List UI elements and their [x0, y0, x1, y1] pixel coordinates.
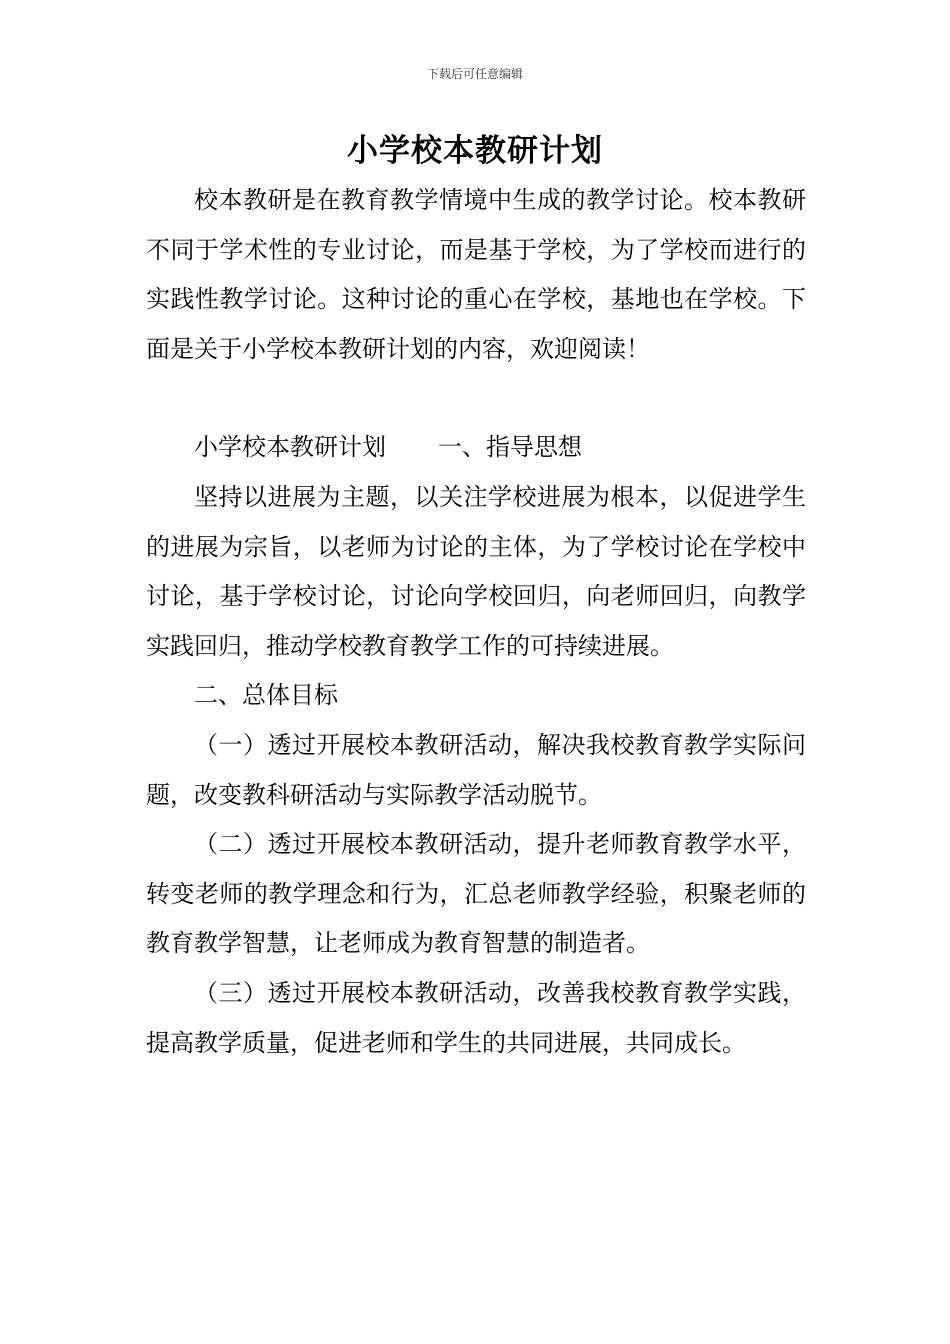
page-title: 小学校本教研计划: [347, 133, 603, 169]
paragraph-spacer: [146, 374, 806, 423]
intro-paragraph: 校本教研是在教育教学情境中生成的教学讨论。校本教研不同于学术性的专业讨论，而是基于学校，为了学校而进行的实践性教学讨论。这种讨论的重心在学校，基地也在学校。下面是关于小学校本教研计划的内容，欢迎阅读！: [146, 186, 806, 363]
guiding-thought-paragraph: 坚持以进展为主题，以关注学校进展为根本，以促进学生的进展为宗旨，以老师为讨论的主体，为了学校讨论在学校中讨论，基于学校讨论，讨论向学校回归，向老师回归，向教学实践回归，推动学校教育教学工作的可持续进展。: [146, 482, 806, 660]
document-body: [146, 176, 806, 1068]
goal-item-3: （三）透过开展校本教研活动，改善我校教育教学实践，提高教学质量，促进老师和学生的共同进展，共同成长。: [146, 978, 806, 1057]
section-doc-name: 小学校本教研计划: [194, 433, 386, 462]
section-heading-line: [146, 423, 806, 473]
goal-item-1: （一）透过开展校本教研活动，解决我校教育教学实际问题，改变教科研活动与实际教学活动脱节。: [146, 730, 806, 809]
section-heading-1: 一、指导思想: [438, 433, 582, 462]
goal-item-2: （二）透过开展校本教研活动，提升老师教育教学水平，转变老师的教学理念和行为，汇总老师教学经验，积聚老师的教育教学智慧，让老师成为教育智慧的制造者。: [146, 830, 806, 958]
section-heading-2: 二、总体目标: [194, 681, 338, 710]
header-note: 下载后可任意编辑: [426, 67, 523, 81]
